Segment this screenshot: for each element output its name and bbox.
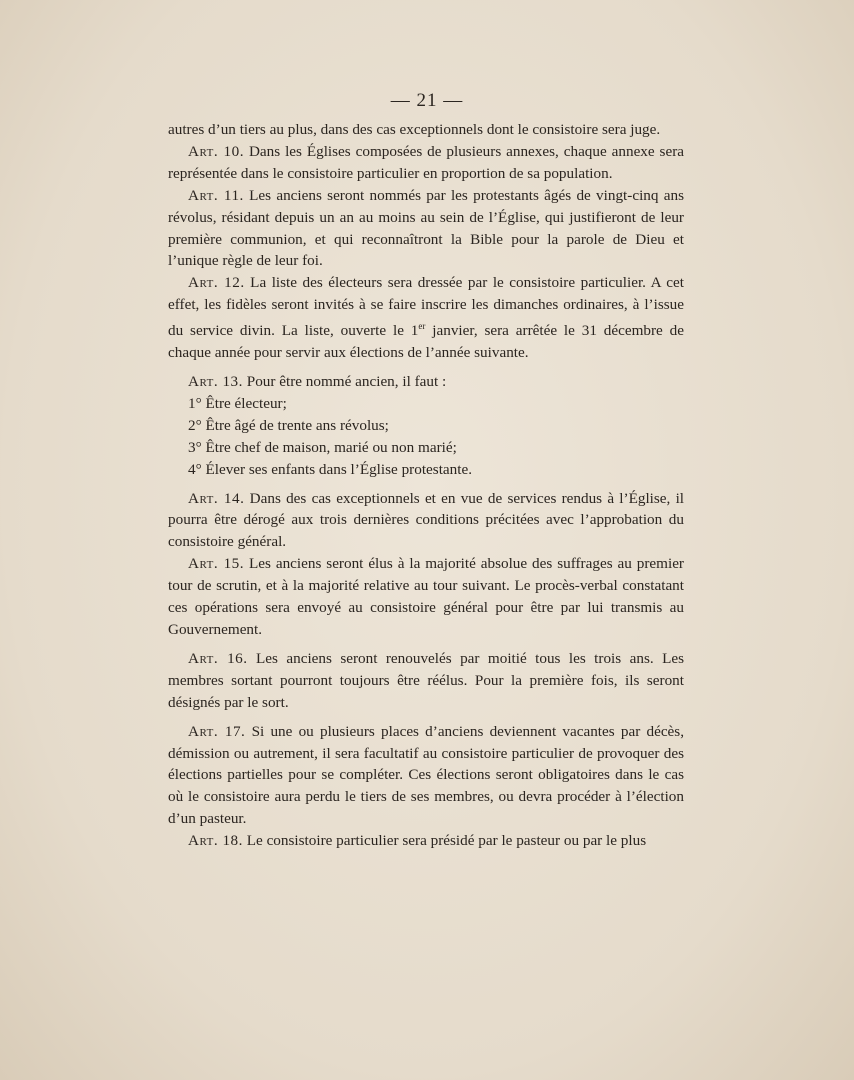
article-text: Le consistoire particulier sera présidé par le pasteur ou par le plus: [246, 832, 647, 850]
article-label: Art. 18.: [188, 832, 243, 850]
article-label: Art. 15.: [188, 555, 245, 573]
article-text: Les anciens seront nommés par les protestants âgés de vingt-cinq ans révolus, résidant depuis un an au moins au sein de l’Église, qui justifieront de leur première communion, et qui reconnaîtront la Bible pour la parole de Dieu et l’unique règle de leur foi.: [168, 186, 684, 270]
article-17: [168, 721, 684, 831]
article-text: Dans des cas exceptionnels et en vue de services rendus à l’Église, il pourra être dérogé aux trois dernières conditions précitées avec l’approbation du consistoire général.: [168, 489, 685, 551]
article-13: [168, 371, 684, 393]
article-12: [168, 272, 684, 364]
article-14: [168, 488, 684, 554]
article-label: Art. 16.: [188, 649, 248, 667]
ordinal-superscript: er: [418, 321, 426, 332]
page-number: — 21 —: [390, 90, 464, 111]
continuation-paragraph: autres d’un tiers au plus, dans des cas exceptionnels dont le consistoire sera juge.: [168, 121, 661, 138]
article-label: Art. 10.: [188, 142, 245, 160]
article-label: Art. 11.: [188, 186, 244, 204]
article-text: Dans les Églises composées de plusieurs annexes, chaque annexe sera représentée dans le consistoire particulier en proportion de sa population.: [168, 142, 684, 182]
article-text: Les anciens seront élus à la majorité absolue des suffrages au premier tour de scrutin, et à la majorité relative au tour suivant. Le procès-verbal constatant ces opérations sera envoyé au consistoire général pour être par lui transmis au Gouvernement.: [168, 555, 684, 638]
article-18: [168, 830, 684, 852]
conditions-list: [168, 393, 684, 481]
article-text: Les anciens seront renouvelés par moitié tous les trois ans. Les membres sortant pourront toujours être réélus. Pour la première fois, ils seront désignés par le sort.: [168, 649, 685, 711]
list-item: 2° Être âgé de trente ans révolus;: [188, 416, 389, 434]
article-label: Art. 13.: [188, 373, 243, 391]
list-item: 4° Élever ses enfants dans l’Église protestante.: [188, 460, 473, 478]
article-text: Si une ou plusieurs places d’anciens deviennent vacantes par décès, démission ou autrement, il sera facultatif au consistoire particulier de provoquer des élections partielles pour se compléter. Ces élections seront obligatoires dans le cas où le consistoire aura perdu le tiers de ses membres, ou devra procéder à l’élection d’un pasteur.: [168, 722, 685, 828]
article-11: [168, 185, 684, 273]
body-text: [168, 119, 684, 852]
article-15: [168, 553, 684, 641]
article-text-continued: janvier, sera arrêtée le 31 décembre de chaque année pour servir aux élections de l’année suivante.: [168, 322, 684, 362]
article-10: [168, 141, 684, 185]
article-text: Pour être nommé ancien, il faut :: [246, 373, 447, 391]
article-text: La liste des électeurs sera dressée par le consistoire particulier. A cet effet, les fidèles seront invités à se faire inscrire les dimanches ordinaires, à l’issue du service divin. La liste, ouverte le 1: [168, 274, 684, 340]
article-label: Art. 17.: [188, 722, 246, 740]
list-item: 3° Être chef de maison, marié ou non marié;: [188, 438, 457, 456]
article-label: Art. 14.: [188, 489, 245, 507]
article-label: Art. 12.: [188, 274, 245, 292]
article-16: [168, 648, 684, 714]
list-item: 1° Être électeur;: [188, 394, 287, 412]
